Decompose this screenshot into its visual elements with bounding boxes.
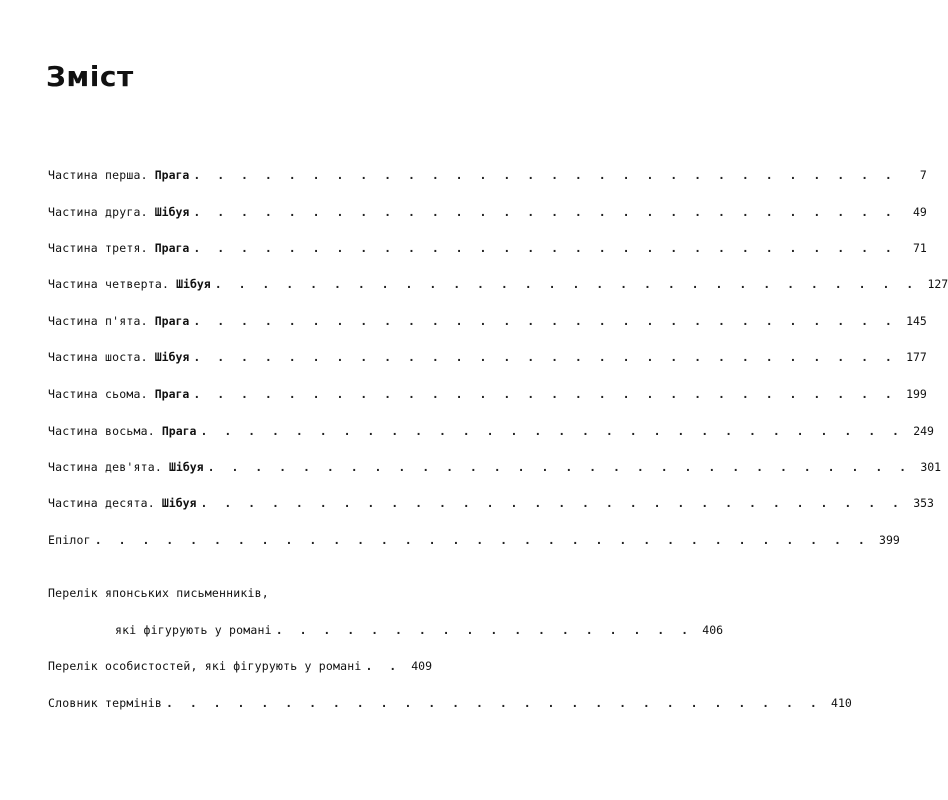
toc-entry-place: Прага bbox=[154, 241, 190, 255]
toc-entry-place: Шібуя bbox=[176, 277, 211, 291]
toc-entry-page: 177 bbox=[906, 350, 927, 364]
toc-entry-part: Частина сьома. bbox=[48, 387, 148, 401]
appendix-writers-line2: які фігурують у романі bbox=[115, 623, 272, 637]
toc-entry-part: Епілог bbox=[48, 533, 91, 547]
toc-entry bbox=[48, 205, 927, 223]
page-title: Зміст bbox=[46, 60, 134, 93]
appendix-persons-label: Перелік особистостей, які фігурують у романі bbox=[48, 659, 362, 673]
toc-entry-page: 71 bbox=[913, 241, 927, 255]
toc-entry-page: 199 bbox=[906, 387, 927, 401]
toc-entry-part: Частина друга. bbox=[48, 205, 148, 219]
toc-entry bbox=[48, 350, 927, 368]
toc-entry-place: Шібуя bbox=[161, 496, 197, 510]
toc-entry-page: 127 bbox=[927, 277, 948, 291]
dot-leader: . . . . . . . . . . . . . . . . . . . . . . . . . . . . . . . . . bbox=[94, 533, 870, 547]
appendix-persons-entry bbox=[48, 659, 432, 677]
appendix-glossary-page: 410 bbox=[831, 696, 852, 710]
toc-entry bbox=[48, 533, 900, 551]
toc-entry-page: 399 bbox=[879, 533, 900, 547]
toc-entry-part: Частина п'ята. bbox=[48, 314, 148, 328]
dot-leader: . . . . . . . . . . . . . . . . . . bbox=[275, 623, 694, 637]
dot-leader: . . . . . . . . . . . . . . . . . . . . . . . . . . . . . . bbox=[193, 387, 897, 401]
toc-entry-place: Прага bbox=[154, 314, 190, 328]
toc-entry bbox=[48, 277, 948, 295]
dot-leader: . . bbox=[365, 659, 402, 673]
appendix-writers-page: 406 bbox=[702, 623, 724, 637]
toc-entry bbox=[48, 241, 927, 259]
appendix-writers-line1: Перелік японських письменників, bbox=[48, 586, 269, 600]
toc-entry bbox=[48, 460, 942, 478]
toc-entry-part: Частина десята. bbox=[48, 496, 155, 510]
toc-entry-place: Шібуя bbox=[154, 350, 190, 364]
toc-entry-place: Прага bbox=[154, 387, 190, 401]
toc-entry bbox=[48, 387, 927, 405]
toc-entry bbox=[48, 424, 934, 442]
toc-entry bbox=[48, 496, 934, 514]
dot-leader: . . . . . . . . . . . . . . . . . . . . . . . . . . . . . . bbox=[200, 424, 904, 438]
dot-leader: . . . . . . . . . . . . . . . . . . . . . . . . . . . . . . bbox=[193, 168, 897, 182]
dot-leader: . . . . . . . . . . . . . . . . . . . . . . . . . . . . . . bbox=[193, 241, 897, 255]
toc-entry-page: 145 bbox=[906, 314, 927, 328]
appendix-glossary-entry bbox=[48, 696, 852, 714]
dot-leader: . . . . . . . . . . . . . . . . . . . . . . . . . . . . . . bbox=[207, 460, 912, 474]
dot-leader: . . . . . . . . . . . . . . . . . . . . . . . . . . . . . . bbox=[200, 496, 904, 510]
toc-entry-page: 249 bbox=[913, 424, 934, 438]
toc-entry-place: Шібуя bbox=[154, 205, 190, 219]
dot-leader: . . . . . . . . . . . . . . . . . . . . . . . . . . . . . . bbox=[193, 350, 897, 364]
dot-leader: . . . . . . . . . . . . . . . . . . . . . . . . . . . . . . bbox=[193, 205, 897, 219]
appendix-writers-entry bbox=[115, 623, 724, 641]
dot-leader: . . . . . . . . . . . . . . . . . . . . . . . . . . . . . . bbox=[214, 277, 919, 291]
toc-entry bbox=[48, 314, 927, 332]
toc-entry-page: 7 bbox=[919, 168, 927, 182]
toc-entry-place: Прага bbox=[154, 168, 190, 182]
appendix-persons-page: 409 bbox=[411, 659, 432, 673]
appendix-writers-heading bbox=[48, 586, 432, 604]
toc-entry-part: Частина шоста. bbox=[48, 350, 148, 364]
toc-entry-page: 49 bbox=[913, 205, 927, 219]
appendix-glossary-label: Словник термінів bbox=[48, 696, 162, 710]
toc-entry-part: Частина восьма. bbox=[48, 424, 155, 438]
toc-entry-part: Частина перша. bbox=[48, 168, 148, 182]
toc-entry-page: 301 bbox=[920, 460, 942, 474]
toc-entry-page: 353 bbox=[913, 496, 934, 510]
toc-entry-place: Шібуя bbox=[168, 460, 204, 474]
toc-entry-part: Частина четверта. bbox=[48, 277, 170, 291]
toc-entry-part: Частина дев'ята. bbox=[48, 460, 162, 474]
toc-entry-part: Частина третя. bbox=[48, 241, 148, 255]
dot-leader: . . . . . . . . . . . . . . . . . . . . . . . . . . . . . . bbox=[193, 314, 897, 328]
toc-entry-place: Прага bbox=[161, 424, 197, 438]
dot-leader: . . . . . . . . . . . . . . . . . . . . . . . . . . . . bbox=[165, 696, 822, 710]
toc-entry bbox=[48, 168, 927, 186]
